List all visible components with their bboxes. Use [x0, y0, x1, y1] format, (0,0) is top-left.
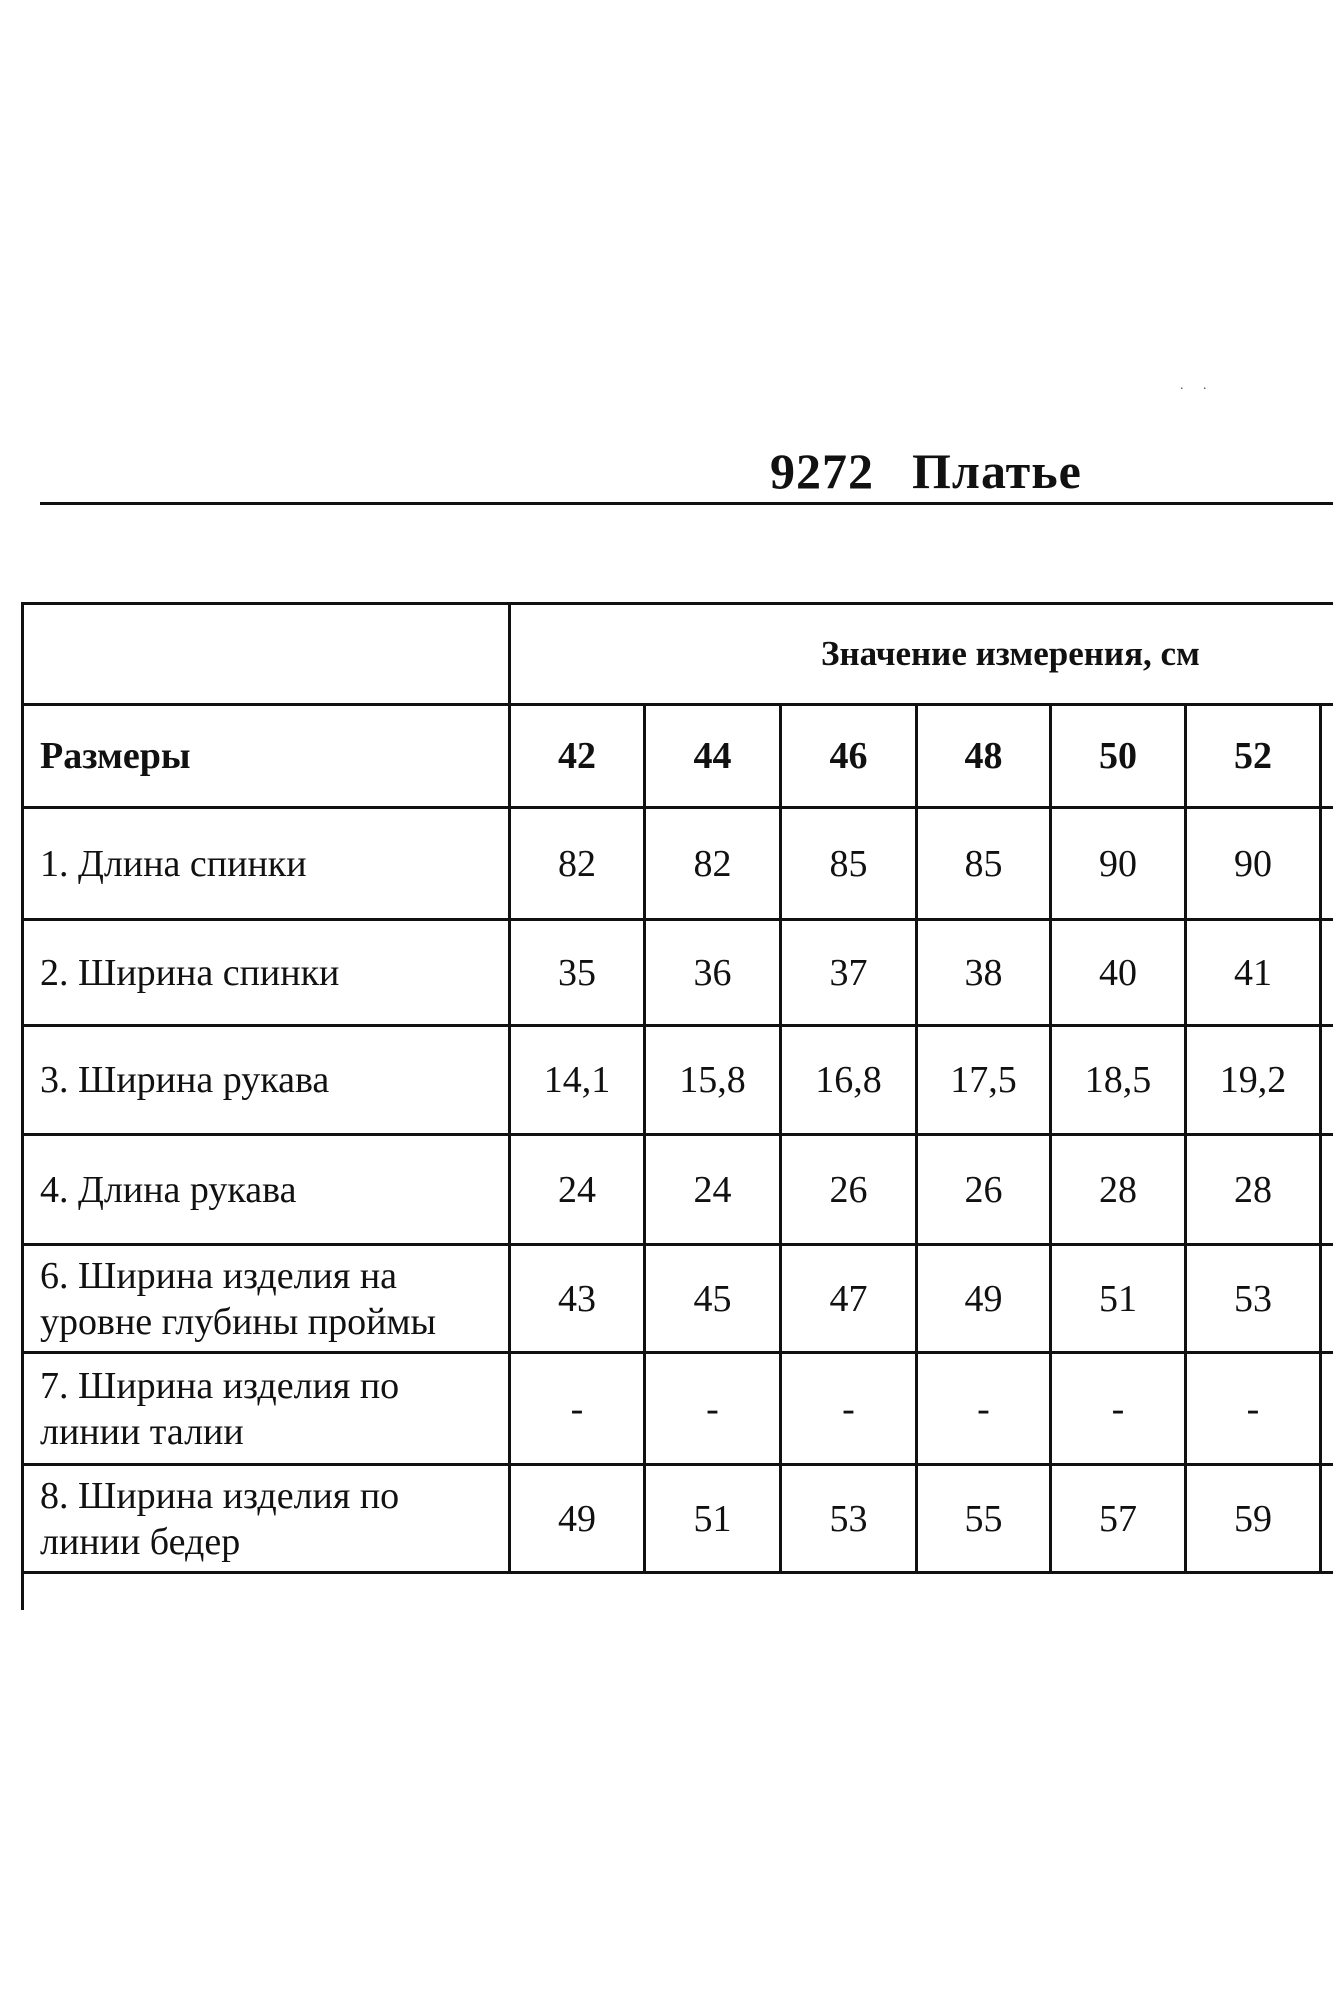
cut-off-cell — [1321, 1353, 1333, 1465]
table-cell: 57 — [1051, 1465, 1186, 1573]
cut-off-cell — [510, 1573, 1333, 1611]
cut-off-cell — [1321, 920, 1333, 1026]
table-row — [23, 808, 1333, 920]
table-cell: - — [781, 1353, 917, 1465]
table-cell: 26 — [781, 1135, 917, 1245]
table-cell: 53 — [781, 1465, 917, 1573]
size-header: 42 — [510, 705, 645, 808]
table-cell: 82 — [645, 808, 781, 920]
article-number: 9272 — [770, 443, 874, 499]
table-cell: 14,1 — [510, 1026, 645, 1135]
caption-row — [23, 604, 1333, 705]
size-header: 48 — [917, 705, 1051, 808]
table-cell: 28 — [1186, 1135, 1321, 1245]
row-label: 6. Ширина изделия на уровне глубины проймы — [23, 1245, 510, 1353]
size-table — [21, 602, 1333, 1610]
cut-off-cell — [1321, 1135, 1333, 1245]
table-row — [23, 1135, 1333, 1245]
table-cell: 40 — [1051, 920, 1186, 1026]
table-cell: 51 — [1051, 1245, 1186, 1353]
cut-off-cell — [1321, 1026, 1333, 1135]
cut-off-cell — [23, 1573, 510, 1611]
measurement-caption: Значение измерения, см — [510, 604, 1333, 705]
title-underline — [40, 502, 1333, 505]
table-cell: 59 — [1186, 1465, 1321, 1573]
table-cell: 35 — [510, 920, 645, 1026]
table-row — [23, 1026, 1333, 1135]
table-row — [23, 1245, 1333, 1353]
table-cell: 36 — [645, 920, 781, 1026]
table-cell: - — [1051, 1353, 1186, 1465]
page-title — [770, 442, 1082, 500]
table-cell: - — [510, 1353, 645, 1465]
table-cell: 15,8 — [645, 1026, 781, 1135]
table-row — [23, 920, 1333, 1026]
table-cell: 19,2 — [1186, 1026, 1321, 1135]
table-cell: 45 — [645, 1245, 781, 1353]
table-cell: 51 — [645, 1465, 781, 1573]
size-header: 44 — [645, 705, 781, 808]
size-header: 50 — [1051, 705, 1186, 808]
cut-off-cell — [1321, 705, 1333, 808]
row-label: 1. Длина спинки — [23, 808, 510, 920]
size-header: 46 — [781, 705, 917, 808]
table-row — [23, 1353, 1333, 1465]
table-cell: 28 — [1051, 1135, 1186, 1245]
table-cell: 85 — [781, 808, 917, 920]
table-cell: 90 — [1186, 808, 1321, 920]
row-label: 8. Ширина изделия по линии бедер — [23, 1465, 510, 1573]
cut-off-cell — [1321, 1465, 1333, 1573]
table-cell: - — [1186, 1353, 1321, 1465]
table-cell: 49 — [510, 1465, 645, 1573]
table-cell: 82 — [510, 808, 645, 920]
cut-off-cell — [1321, 808, 1333, 920]
table-cell: 55 — [917, 1465, 1051, 1573]
sizes-label: Размеры — [23, 705, 510, 808]
table-cell: 47 — [781, 1245, 917, 1353]
table-cell: 49 — [917, 1245, 1051, 1353]
header-dots: . . — [1180, 378, 1215, 393]
row-label: 2. Ширина спинки — [23, 920, 510, 1026]
table-cell: 43 — [510, 1245, 645, 1353]
table-cell: 37 — [781, 920, 917, 1026]
corner-empty-cell — [23, 604, 510, 705]
table-cell: 85 — [917, 808, 1051, 920]
size-header: 52 — [1186, 705, 1321, 808]
table-cell: 90 — [1051, 808, 1186, 920]
table-cell: - — [917, 1353, 1051, 1465]
row-label: 7. Ширина изделия по линии талии — [23, 1353, 510, 1465]
row-label: 3. Ширина рукава — [23, 1026, 510, 1135]
table-cell: 53 — [1186, 1245, 1321, 1353]
cut-off-cell — [1321, 1245, 1333, 1353]
table-cell: - — [645, 1353, 781, 1465]
table-cell: 24 — [645, 1135, 781, 1245]
table-row — [23, 1465, 1333, 1573]
table-cell: 18,5 — [1051, 1026, 1186, 1135]
sizes-header-row — [23, 705, 1333, 808]
row-label: 4. Длина рукава — [23, 1135, 510, 1245]
size-table-container — [21, 602, 1333, 1610]
table-cell: 26 — [917, 1135, 1051, 1245]
table-cell: 24 — [510, 1135, 645, 1245]
table-cell: 41 — [1186, 920, 1321, 1026]
table-cell: 38 — [917, 920, 1051, 1026]
table-cell: 17,5 — [917, 1026, 1051, 1135]
cut-off-row — [23, 1573, 1333, 1611]
product-name: Платье — [912, 443, 1082, 499]
table-cell: 16,8 — [781, 1026, 917, 1135]
